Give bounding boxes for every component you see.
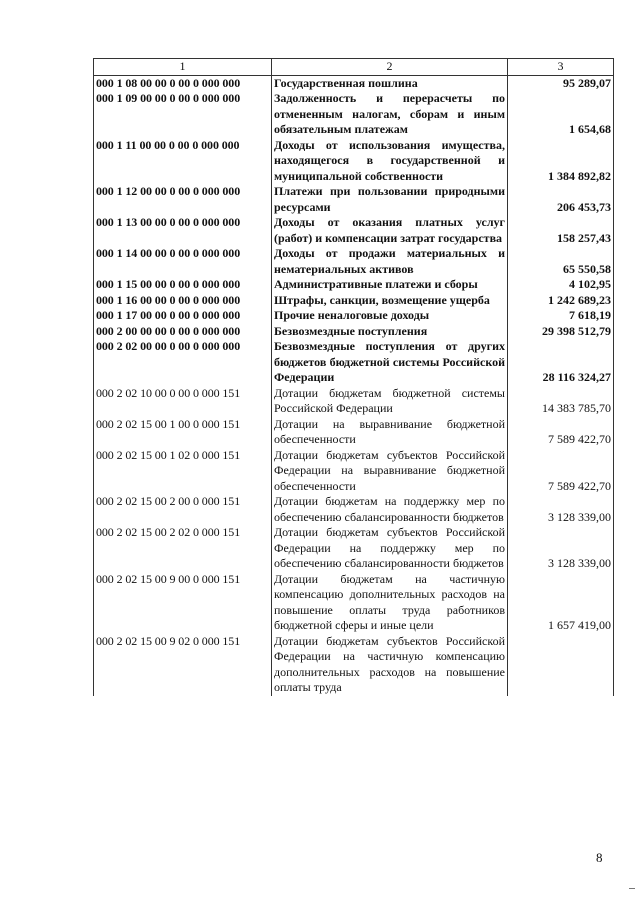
- row-amount: 1 384 892,82: [508, 138, 614, 185]
- row-name: Доходы от продажи материальных и нематериальных активов: [272, 246, 508, 277]
- column-header-name: 2: [272, 59, 508, 76]
- row-name: Дотации на выравнивание бюджетной обеспеченности: [272, 417, 508, 448]
- table-row: [94, 215, 614, 246]
- revenue-table: [93, 58, 614, 696]
- row-name: Государственная пошлина: [272, 75, 508, 91]
- row-name: Дотации бюджетам субъектов Российской Федерации на частичную компенсацию дополнительных расходов на повышение оплаты труда: [272, 634, 508, 696]
- row-name: Дотации бюджетам субъектов Российской Федерации на поддержку мер по обеспечению сбалансированности бюджетов: [272, 525, 508, 572]
- row-code: 000 1 15 00 00 0 00 0 000 000: [94, 277, 272, 293]
- row-amount: 95 289,07: [508, 75, 614, 91]
- table-row: [94, 339, 614, 386]
- table-row: [94, 634, 614, 696]
- row-name: Безвозмездные поступления от других бюджетов бюджетной системы Российской Федерации: [272, 339, 508, 386]
- row-code: 000 1 14 00 00 0 00 0 000 000: [94, 246, 272, 277]
- row-name: Дотации бюджетам субъектов Российской Федерации на выравнивание бюджетной обеспеченности: [272, 448, 508, 495]
- table-row: [94, 277, 614, 293]
- table-row: [94, 386, 614, 417]
- table-row: [94, 494, 614, 525]
- row-amount: 7 589 422,70: [508, 417, 614, 448]
- table-row: [94, 184, 614, 215]
- row-amount: [508, 634, 614, 696]
- row-amount: 1 654,68: [508, 91, 614, 138]
- row-amount: 3 128 339,00: [508, 494, 614, 525]
- table-row: [94, 525, 614, 572]
- row-amount: 29 398 512,79: [508, 324, 614, 340]
- row-code: 000 1 16 00 00 0 00 0 000 000: [94, 293, 272, 309]
- row-code: 000 1 11 00 00 0 00 0 000 000: [94, 138, 272, 185]
- row-code: 000 2 02 10 00 0 00 0 000 151: [94, 386, 272, 417]
- row-amount: 14 383 785,70: [508, 386, 614, 417]
- table-row: [94, 75, 614, 91]
- row-code: 000 2 02 15 00 9 00 0 000 151: [94, 572, 272, 634]
- row-name: Доходы от оказания платных услуг (работ) и компенсации затрат государства: [272, 215, 508, 246]
- table-row: [94, 417, 614, 448]
- table-row: [94, 324, 614, 340]
- row-name: Задолженность и перерасчеты по отмененным налогам, сборам и иным обязательным платежам: [272, 91, 508, 138]
- column-header-amount: 3: [508, 59, 614, 76]
- row-amount: 158 257,43: [508, 215, 614, 246]
- row-code: 000 1 09 00 00 0 00 0 000 000: [94, 91, 272, 138]
- row-name: Прочие неналоговые доходы: [272, 308, 508, 324]
- row-amount: 3 128 339,00: [508, 525, 614, 572]
- row-code: 000 2 02 15 00 9 02 0 000 151: [94, 634, 272, 696]
- table-row: [94, 138, 614, 185]
- table-row: [94, 91, 614, 138]
- row-name: Платежи при пользовании природными ресурсами: [272, 184, 508, 215]
- row-name: Дотации бюджетам на поддержку мер по обеспечению сбалансированности бюджетов: [272, 494, 508, 525]
- row-amount: 1 242 689,23: [508, 293, 614, 309]
- corner-mark: [629, 888, 635, 889]
- row-amount: 1 657 419,00: [508, 572, 614, 634]
- row-code: 000 1 08 00 00 0 00 0 000 000: [94, 75, 272, 91]
- row-amount: 7 589 422,70: [508, 448, 614, 495]
- row-code: 000 2 02 15 00 1 00 0 000 151: [94, 417, 272, 448]
- row-name: Дотации бюджетам на частичную компенсацию дополнительных расходов на повышение оплаты труда работников бюджетной сферы и иные цели: [272, 572, 508, 634]
- row-name: Дотации бюджетам бюджетной системы Российской Федерации: [272, 386, 508, 417]
- row-code: 000 2 02 15 00 1 02 0 000 151: [94, 448, 272, 495]
- column-header-code: 1: [94, 59, 272, 76]
- row-code: 000 1 13 00 00 0 00 0 000 000: [94, 215, 272, 246]
- page-number: 8: [596, 850, 603, 865]
- row-code: 000 2 00 00 00 0 00 0 000 000: [94, 324, 272, 340]
- row-code: 000 2 02 15 00 2 00 0 000 151: [94, 494, 272, 525]
- row-code: 000 2 02 15 00 2 02 0 000 151: [94, 525, 272, 572]
- row-amount: 206 453,73: [508, 184, 614, 215]
- table-row: [94, 293, 614, 309]
- row-code: 000 2 02 00 00 0 00 0 000 000: [94, 339, 272, 386]
- table-row: [94, 448, 614, 495]
- table-row: [94, 572, 614, 634]
- row-amount: 28 116 324,27: [508, 339, 614, 386]
- header-row: [94, 59, 614, 76]
- row-name: Административные платежи и сборы: [272, 277, 508, 293]
- row-code: 000 1 12 00 00 0 00 0 000 000: [94, 184, 272, 215]
- row-name: Безвозмездные поступления: [272, 324, 508, 340]
- row-name: Доходы от использования имущества, находящегося в государственной и муниципальной собственности: [272, 138, 508, 185]
- row-amount: 4 102,95: [508, 277, 614, 293]
- table-row: [94, 246, 614, 277]
- row-amount: 65 550,58: [508, 246, 614, 277]
- row-code: 000 1 17 00 00 0 00 0 000 000: [94, 308, 272, 324]
- table-row: [94, 308, 614, 324]
- row-amount: 7 618,19: [508, 308, 614, 324]
- row-name: Штрафы, санкции, возмещение ущерба: [272, 293, 508, 309]
